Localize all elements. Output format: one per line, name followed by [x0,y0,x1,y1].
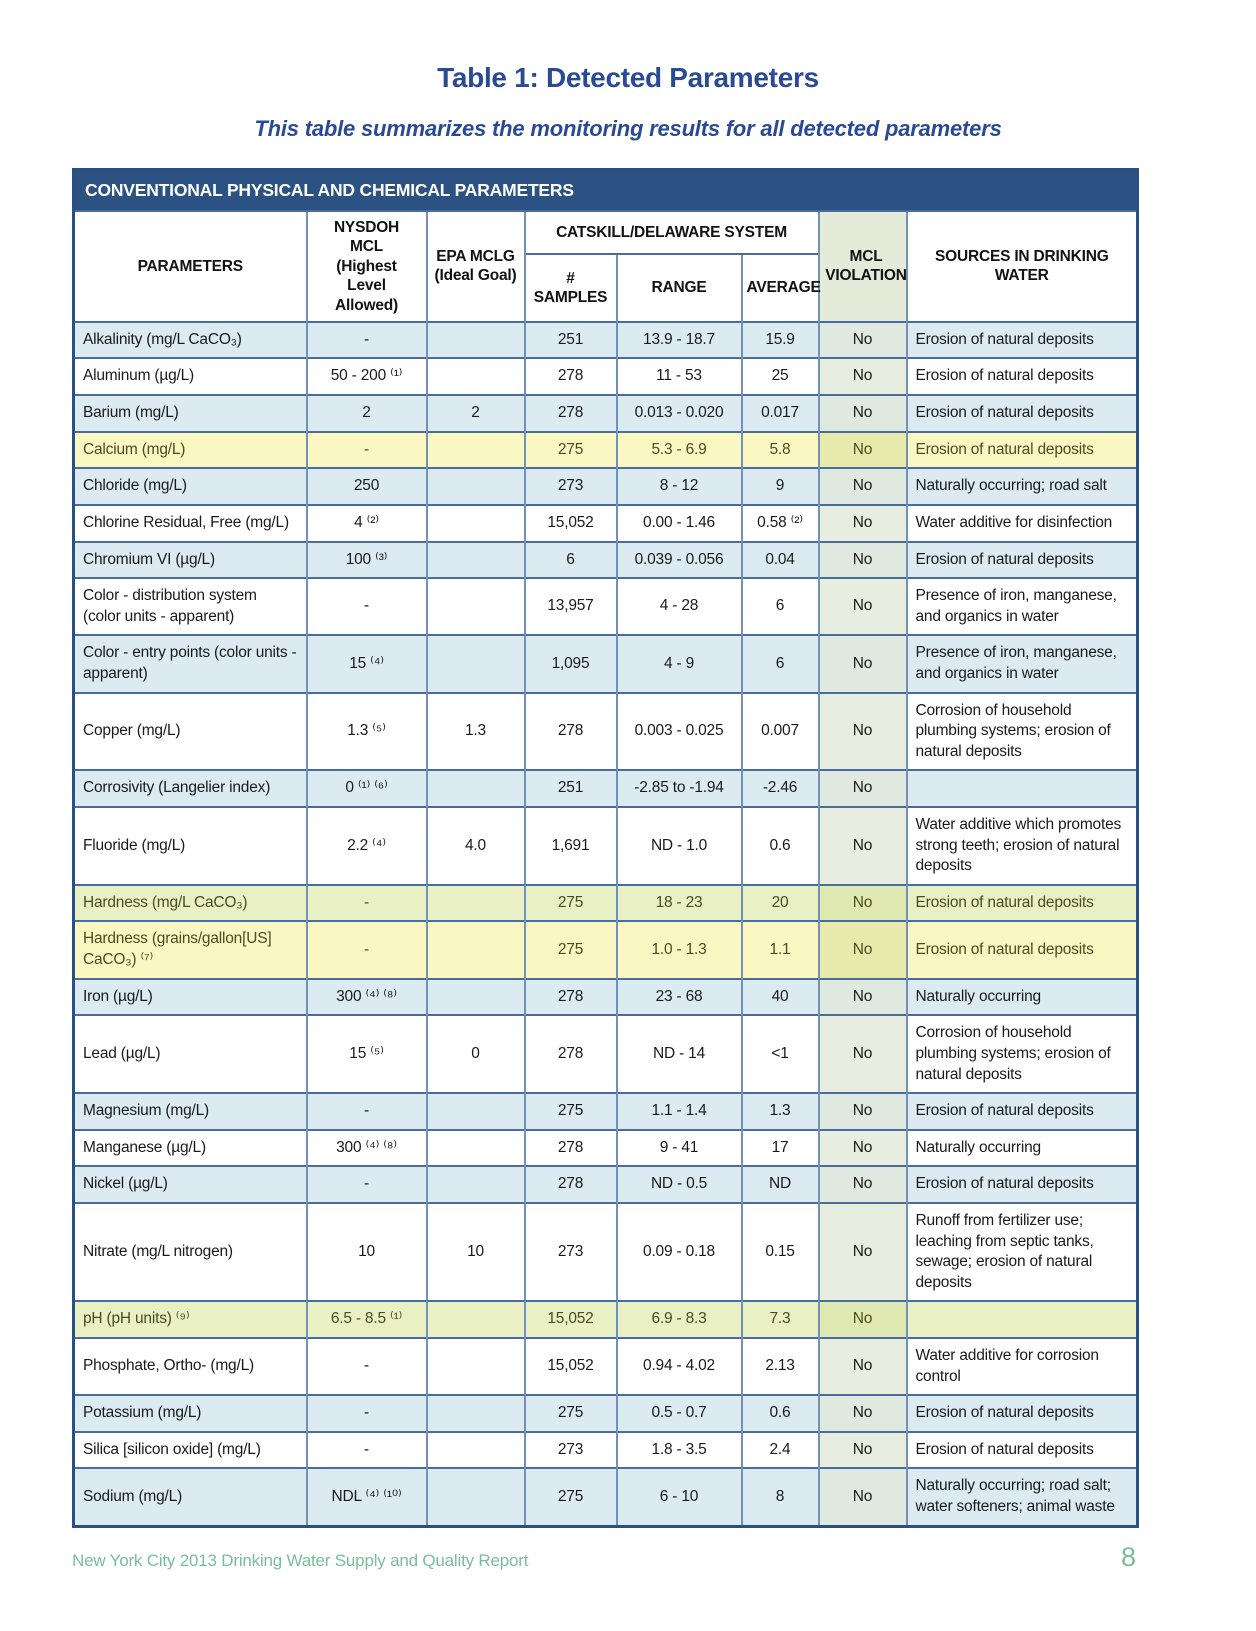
cell-epa-mclg [427,1166,525,1203]
cell-samples: 275 [525,885,617,922]
cell-range: 0.09 - 0.18 [617,1203,742,1301]
cell-nysdoh-mcl: 300 ⁽⁴⁾ ⁽⁸⁾ [307,979,427,1016]
table-row [74,1468,1138,1526]
cell-mcl-violation: No [819,432,907,469]
table-row [74,1166,1138,1203]
page-title: Table 1: Detected Parameters [437,62,819,93]
cell-range: -2.85 to -1.94 [617,770,742,807]
cell-average: -2.46 [742,770,819,807]
cell-parameter: Potassium (mg/L) [74,1395,307,1432]
cell-nysdoh-mcl: - [307,432,427,469]
cell-range: 4 - 9 [617,635,742,692]
cell-sources: Water additive which promotes strong teeth; erosion of natural deposits [907,807,1138,885]
cell-sources: Water additive for corrosion control [907,1338,1138,1395]
cell-nysdoh-mcl: - [307,1338,427,1395]
cell-range: 0.039 - 0.056 [617,542,742,579]
cell-parameter: pH (pH units) ⁽⁹⁾ [74,1301,307,1338]
cell-average: 2.13 [742,1338,819,1395]
cell-range: 4 - 28 [617,578,742,635]
table-row [74,921,1138,978]
cell-nysdoh-mcl: - [307,1166,427,1203]
cell-nysdoh-mcl: 100 ⁽³⁾ [307,542,427,579]
page-footer [72,1542,1136,1573]
cell-mcl-violation: No [819,358,907,395]
cell-samples: 6 [525,542,617,579]
table-row [74,1093,1138,1130]
cell-mcl-violation: No [819,1432,907,1469]
cell-samples: 278 [525,358,617,395]
cell-parameter: Sodium (mg/L) [74,1468,307,1526]
cell-average: 0.04 [742,542,819,579]
footer-report-title: New York City 2013 Drinking Water Supply and Quality Report [72,1550,529,1570]
cell-nysdoh-mcl: - [307,1432,427,1469]
cell-mcl-violation: No [819,395,907,432]
cell-range: 1.1 - 1.4 [617,1093,742,1130]
cell-epa-mclg: 10 [427,1203,525,1301]
cell-average: 0.58 ⁽²⁾ [742,505,819,542]
cell-epa-mclg [427,505,525,542]
cell-mcl-violation: No [819,468,907,505]
cell-samples: 1,691 [525,807,617,885]
cell-epa-mclg [427,1468,525,1526]
cell-samples: 275 [525,1093,617,1130]
cell-parameter: Chloride (mg/L) [74,468,307,505]
cell-range: 8 - 12 [617,468,742,505]
cell-average: 20 [742,885,819,922]
cell-average: 5.8 [742,432,819,469]
cell-samples: 275 [525,432,617,469]
cell-epa-mclg [427,770,525,807]
cell-mcl-violation: No [819,807,907,885]
cell-sources: Erosion of natural deposits [907,542,1138,579]
cell-mcl-violation: No [819,1093,907,1130]
column-header-sources [907,211,1138,322]
cell-range: ND - 0.5 [617,1166,742,1203]
cell-epa-mclg [427,432,525,469]
cell-epa-mclg [427,1395,525,1432]
cell-samples: 278 [525,693,617,771]
cell-sources: Naturally occurring [907,979,1138,1016]
cell-parameter: Fluoride (mg/L) [74,807,307,885]
cell-sources: Erosion of natural deposits [907,395,1138,432]
cell-sources: Corrosion of household plumbing systems; erosion of natural deposits [907,693,1138,771]
cell-epa-mclg [427,1338,525,1395]
table-row [74,770,1138,807]
section-header: CONVENTIONAL PHYSICAL AND CHEMICAL PARAMETERS [74,170,1138,212]
column-header-nysdoh-mcl-label: NYSDOH MCL (Highest Level Allowed) [333,219,400,314]
cell-samples: 251 [525,322,617,359]
cell-samples: 275 [525,1395,617,1432]
cell-sources: Naturally occurring; road salt; water softeners; animal waste [907,1468,1138,1526]
cell-range: 11 - 53 [617,358,742,395]
cell-average: 0.6 [742,807,819,885]
cell-parameter: Copper (mg/L) [74,693,307,771]
table-row [74,542,1138,579]
cell-epa-mclg [427,578,525,635]
cell-parameter: Lead (µg/L) [74,1015,307,1093]
cell-parameter: Corrosivity (Langelier index) [74,770,307,807]
cell-mcl-violation: No [819,1015,907,1093]
table-row [74,1130,1138,1167]
table-body [74,322,1138,1526]
column-header-average: AVERAGE [742,254,819,322]
cell-samples: 275 [525,921,617,978]
cell-average: 6 [742,578,819,635]
cell-parameter: Barium (mg/L) [74,395,307,432]
cell-mcl-violation: No [819,1203,907,1301]
cell-nysdoh-mcl: - [307,921,427,978]
cell-sources: Presence of iron, manganese, and organics in water [907,578,1138,635]
cell-samples: 273 [525,468,617,505]
cell-nysdoh-mcl: 50 - 200 ⁽¹⁾ [307,358,427,395]
cell-average: 0.007 [742,693,819,771]
cell-average: ND [742,1166,819,1203]
cell-mcl-violation: No [819,1166,907,1203]
cell-range: 6 - 10 [617,1468,742,1526]
table-row [74,432,1138,469]
cell-range: 23 - 68 [617,979,742,1016]
cell-average: 0.6 [742,1395,819,1432]
cell-sources: Water additive for disinfection [907,505,1138,542]
cell-nysdoh-mcl: - [307,1395,427,1432]
cell-epa-mclg: 2 [427,395,525,432]
cell-average: 9 [742,468,819,505]
cell-range: 9 - 41 [617,1130,742,1167]
cell-epa-mclg [427,542,525,579]
cell-average: 6 [742,635,819,692]
cell-parameter: Silica [silicon oxide] (mg/L) [74,1432,307,1469]
cell-mcl-violation: No [819,505,907,542]
cell-nysdoh-mcl: NDL ⁽⁴⁾ ⁽¹⁰⁾ [307,1468,427,1526]
cell-mcl-violation: No [819,885,907,922]
cell-samples: 275 [525,1468,617,1526]
cell-parameter: Chromium VI (µg/L) [74,542,307,579]
cell-range: 1.0 - 1.3 [617,921,742,978]
table-row [74,807,1138,885]
cell-samples: 273 [525,1432,617,1469]
cell-nysdoh-mcl: - [307,1093,427,1130]
cell-sources: Erosion of natural deposits [907,432,1138,469]
cell-epa-mclg [427,921,525,978]
cell-samples: 278 [525,395,617,432]
cell-nysdoh-mcl: 15 ⁽⁵⁾ [307,1015,427,1093]
detected-parameters-table [72,168,1139,1528]
table-row [74,578,1138,635]
cell-sources: Erosion of natural deposits [907,1395,1138,1432]
cell-sources: Erosion of natural deposits [907,1166,1138,1203]
cell-sources: Runoff from fertilizer use; leaching from septic tanks, sewage; erosion of natural deposits [907,1203,1138,1301]
cell-samples: 278 [525,1130,617,1167]
cell-sources: Erosion of natural deposits [907,885,1138,922]
cell-parameter: Nickel (µg/L) [74,1166,307,1203]
table-row [74,1015,1138,1093]
cell-epa-mclg [427,1093,525,1130]
cell-average: 7.3 [742,1301,819,1338]
cell-range: 18 - 23 [617,885,742,922]
cell-epa-mclg: 4.0 [427,807,525,885]
cell-range: 0.013 - 0.020 [617,395,742,432]
cell-sources [907,770,1138,807]
cell-epa-mclg [427,635,525,692]
cell-range: ND - 1.0 [617,807,742,885]
cell-range: 0.94 - 4.02 [617,1338,742,1395]
cell-nysdoh-mcl: 6.5 - 8.5 ⁽¹⁾ [307,1301,427,1338]
column-header-nysdoh-mcl [307,211,427,322]
cell-epa-mclg [427,885,525,922]
cell-mcl-violation: No [819,921,907,978]
cell-mcl-violation: No [819,578,907,635]
table-row [74,885,1138,922]
cell-parameter: Iron (µg/L) [74,979,307,1016]
column-header-row-1 [74,211,1138,254]
cell-parameter: Nitrate (mg/L nitrogen) [74,1203,307,1301]
cell-average: 15.9 [742,322,819,359]
cell-samples: 251 [525,770,617,807]
cell-nysdoh-mcl: - [307,322,427,359]
cell-nysdoh-mcl: 1.3 ⁽⁵⁾ [307,693,427,771]
cell-average: 1.3 [742,1093,819,1130]
cell-samples: 15,052 [525,1301,617,1338]
cell-sources: Erosion of natural deposits [907,1093,1138,1130]
table-row [74,395,1138,432]
cell-parameter: Calcium (mg/L) [74,432,307,469]
cell-nysdoh-mcl: 2 [307,395,427,432]
cell-parameter: Hardness (grains/gallon[US] CaCO₃) ⁽⁷⁾ [74,921,307,978]
column-header-system-group: CATSKILL/DELAWARE SYSTEM [525,211,819,254]
table-row [74,468,1138,505]
page-subtitle: This table summarizes the monitoring results for all detected parameters [254,116,1002,141]
cell-parameter: Chlorine Residual, Free (mg/L) [74,505,307,542]
cell-average: 0.15 [742,1203,819,1301]
cell-nysdoh-mcl: 300 ⁽⁴⁾ ⁽⁸⁾ [307,1130,427,1167]
column-header-range: RANGE [617,254,742,322]
parameters-table-wrap [72,168,1136,1528]
cell-range: ND - 14 [617,1015,742,1093]
cell-average: <1 [742,1015,819,1093]
cell-samples: 278 [525,1166,617,1203]
cell-samples: 278 [525,979,617,1016]
table-row [74,505,1138,542]
cell-nysdoh-mcl: 250 [307,468,427,505]
page-number: 8 [1120,1541,1136,1572]
cell-sources: Presence of iron, manganese, and organics in water [907,635,1138,692]
cell-parameter: Hardness (mg/L CaCO₃) [74,885,307,922]
column-header-epa-mclg [427,211,525,322]
cell-range: 5.3 - 6.9 [617,432,742,469]
cell-mcl-violation: No [819,635,907,692]
cell-mcl-violation: No [819,1338,907,1395]
table-row [74,979,1138,1016]
cell-mcl-violation: No [819,322,907,359]
cell-average: 8 [742,1468,819,1526]
cell-epa-mclg [427,1130,525,1167]
cell-sources: Erosion of natural deposits [907,358,1138,395]
cell-epa-mclg [427,1301,525,1338]
cell-nysdoh-mcl: 2.2 ⁽⁴⁾ [307,807,427,885]
table-row [74,1301,1138,1338]
cell-nysdoh-mcl: - [307,578,427,635]
cell-mcl-violation: No [819,693,907,771]
table-row [74,635,1138,692]
column-header-sources-label: SOURCES IN DRINKING WATER [934,248,1109,285]
cell-range: 0.003 - 0.025 [617,693,742,771]
cell-sources: Corrosion of household plumbing systems; erosion of natural deposits [907,1015,1138,1093]
cell-samples: 278 [525,1015,617,1093]
cell-range: 1.8 - 3.5 [617,1432,742,1469]
cell-parameter: Manganese (µg/L) [74,1130,307,1167]
cell-nysdoh-mcl: 10 [307,1203,427,1301]
cell-epa-mclg [427,322,525,359]
cell-samples: 273 [525,1203,617,1301]
column-header-mcl-violation-label: MCL VIOLATION [825,248,907,285]
cell-sources: Naturally occurring [907,1130,1138,1167]
cell-sources: Naturally occurring; road salt [907,468,1138,505]
cell-parameter: Magnesium (mg/L) [74,1093,307,1130]
cell-mcl-violation: No [819,1468,907,1526]
cell-mcl-violation: No [819,770,907,807]
cell-average: 1.1 [742,921,819,978]
table-row [74,693,1138,771]
table-row [74,322,1138,359]
table-row [74,1395,1138,1432]
column-header-mcl-violation [819,211,907,322]
section-header-row [74,170,1138,212]
cell-range: 13.9 - 18.7 [617,322,742,359]
cell-range: 0.5 - 0.7 [617,1395,742,1432]
cell-average: 17 [742,1130,819,1167]
cell-mcl-violation: No [819,1130,907,1167]
cell-epa-mclg [427,468,525,505]
cell-epa-mclg [427,979,525,1016]
cell-mcl-violation: No [819,542,907,579]
cell-nysdoh-mcl: 15 ⁽⁴⁾ [307,635,427,692]
cell-parameter: Alkalinity (mg/L CaCO₃) [74,322,307,359]
cell-average: 40 [742,979,819,1016]
cell-nysdoh-mcl: - [307,885,427,922]
table-row [74,1432,1138,1469]
cell-epa-mclg: 1.3 [427,693,525,771]
cell-range: 0.00 - 1.46 [617,505,742,542]
cell-samples: 15,052 [525,1338,617,1395]
cell-parameter: Aluminum (µg/L) [74,358,307,395]
cell-epa-mclg [427,1432,525,1469]
cell-epa-mclg: 0 [427,1015,525,1093]
table-row [74,1338,1138,1395]
cell-samples: 15,052 [525,505,617,542]
cell-epa-mclg [427,358,525,395]
cell-parameter: Color - distribution system (color units - apparent) [74,578,307,635]
table-row [74,358,1138,395]
cell-nysdoh-mcl: 4 ⁽²⁾ [307,505,427,542]
table-row [74,1203,1138,1301]
column-header-samples: # SAMPLES [525,254,617,322]
column-header-parameters: PARAMETERS [74,211,307,322]
cell-nysdoh-mcl: 0 ⁽¹⁾ ⁽⁶⁾ [307,770,427,807]
cell-range: 6.9 - 8.3 [617,1301,742,1338]
cell-average: 2.4 [742,1432,819,1469]
cell-sources: Erosion of natural deposits [907,1432,1138,1469]
cell-mcl-violation: No [819,1395,907,1432]
cell-parameter: Color - entry points (color units - apparent) [74,635,307,692]
cell-average: 25 [742,358,819,395]
cell-sources [907,1301,1138,1338]
cell-average: 0.017 [742,395,819,432]
cell-samples: 1,095 [525,635,617,692]
column-header-epa-mclg-label: EPA MCLG (Ideal Goal) [434,248,517,285]
cell-sources: Erosion of natural deposits [907,921,1138,978]
cell-mcl-violation: No [819,1301,907,1338]
cell-samples: 13,957 [525,578,617,635]
cell-mcl-violation: No [819,979,907,1016]
cell-parameter: Phosphate, Ortho- (mg/L) [74,1338,307,1395]
cell-sources: Erosion of natural deposits [907,322,1138,359]
